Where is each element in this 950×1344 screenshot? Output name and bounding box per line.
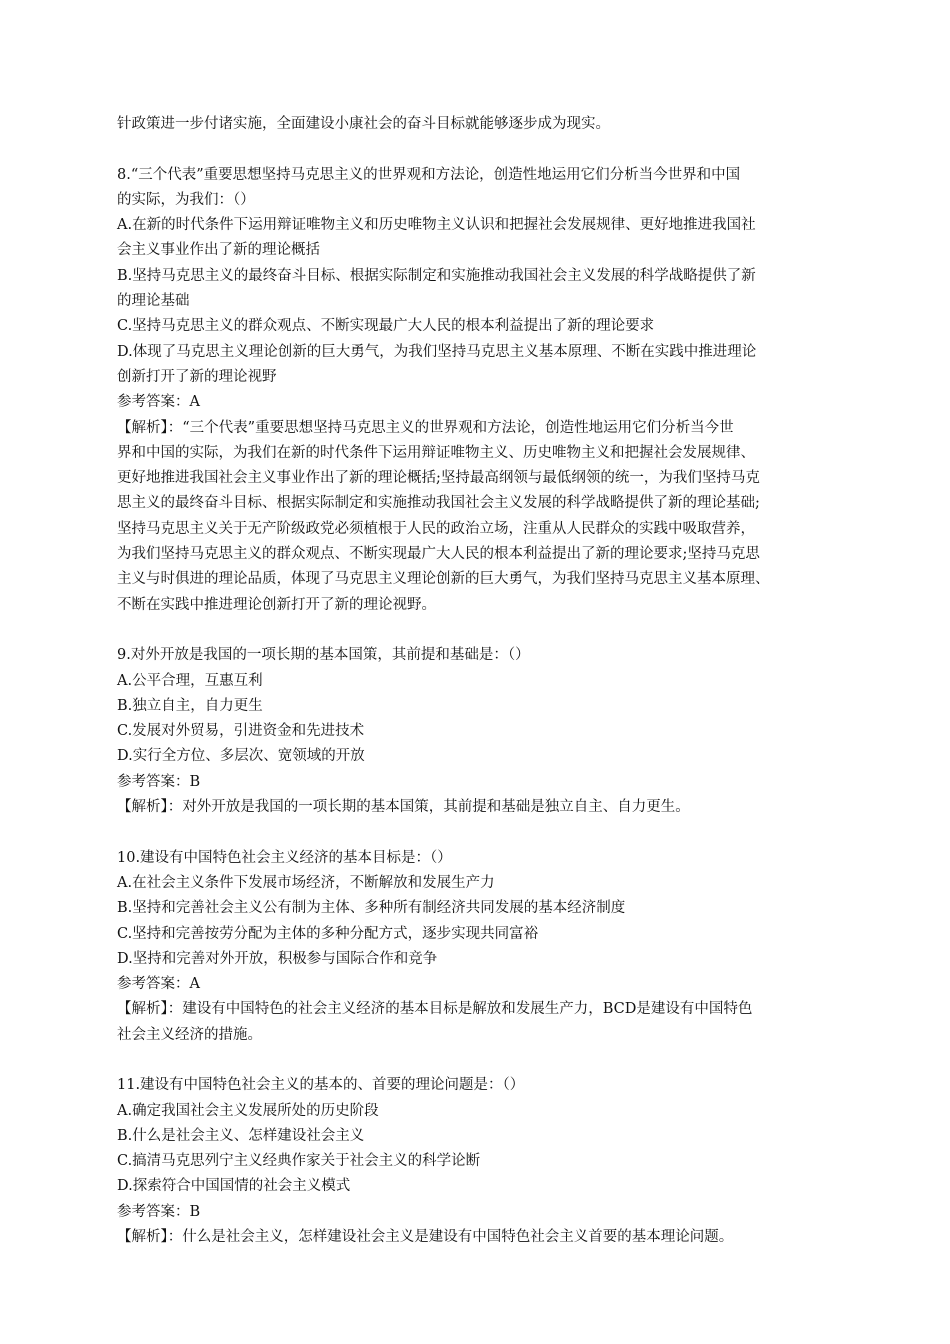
analysis-line: 更好地推进我国社会主义事业作出了新的理论概括;坚持最高纲领与最低纲领的统一，为我们坚持马克: [117, 470, 760, 487]
option-line: A.公平合理，互惠互利: [117, 672, 263, 689]
analysis-line: 【解析】：“三个代表”重要思想坚持马克思主义的世界观和方法论，创造性地运用它们分析当今世: [117, 419, 734, 436]
answer-line: 参考答案：A: [117, 394, 200, 411]
option-line: B.独立自主，自力更生: [117, 697, 263, 714]
option-line: 创新打开了新的理论视野: [117, 368, 277, 385]
analysis-line: 【解析】：建设有中国特色的社会主义经济的基本目标是解放和发展生产力，BCD是建设有中国特色: [117, 1001, 753, 1018]
document-page: [117, 112, 877, 1250]
option-line: 的理论基础: [117, 293, 190, 310]
analysis-line: 不断在实践中推进理论创新打开了新的理论视野。: [117, 596, 436, 613]
question-stem-line: 10.建设有中国特色社会主义经济的基本目标是：（）: [117, 849, 452, 866]
question-stem-line: 9.对外开放是我国的一项长期的基本国策，其前提和基础是：（）: [117, 647, 530, 664]
spacer: [117, 137, 877, 162]
analysis-line: 社会主义经济的措施。: [117, 1026, 262, 1043]
question-stem-line: 11.建设有中国特色社会主义的基本的、首要的理论问题是：（）: [117, 1077, 525, 1094]
question-11: [117, 1073, 877, 1250]
spacer: [117, 1048, 877, 1073]
spacer: [117, 820, 877, 845]
question-9: [117, 643, 877, 820]
option-line: C.坚持马克思主义的群众观点、不断实现最广大人民的根本利益提出了新的理论要求: [117, 318, 655, 335]
option-line: B.什么是社会主义、怎样建设社会主义: [117, 1127, 365, 1144]
answer-line: 参考答案：A: [117, 976, 200, 993]
option-line: D.探索符合中国国情的社会主义模式: [117, 1178, 351, 1195]
question-stem-line: 的实际，为我们：（）: [117, 191, 255, 208]
analysis-line: 思主义的最终奋斗目标、根据实际制定和实施推动我国社会主义发展的科学战略提供了新的理论基础;: [117, 495, 760, 512]
option-line: D.体现了马克思主义理论创新的巨大勇气，为我们坚持马克思主义基本原理、不断在实践中推进理论: [117, 343, 757, 360]
option-line: A.在新的时代条件下运用辩证唯物主义和历史唯物主义认识和把握社会发展规律、更好地推进我国社: [117, 217, 756, 234]
analysis-line: 坚持马克思主义关于无产阶级政党必须植根于人民的政治立场，注重从人民群众的实践中吸取营养，: [117, 520, 755, 537]
option-line: D.坚持和完善对外开放，积极参与国际合作和竞争: [117, 950, 438, 967]
analysis-line: 【解析】：对外开放是我国的一项长期的基本国策，其前提和基础是独立自主、自力更生。: [117, 799, 690, 816]
option-line: B.坚持和完善社会主义公有制为主体、多种所有制经济共同发展的基本经济制度: [117, 900, 626, 917]
answer-line: 参考答案：B: [117, 1203, 201, 1220]
answer-line: 参考答案：B: [117, 773, 201, 790]
analysis-line: 为我们坚持马克思主义的群众观点、不断实现最广大人民的根本利益提出了新的理论要求;坚持马克思: [117, 546, 760, 563]
option-line: A.在社会主义条件下发展市场经济，不断解放和发展生产力: [117, 874, 495, 891]
option-line: C.发展对外贸易，引进资金和先进技术: [117, 723, 365, 740]
option-line: A.确定我国社会主义发展所处的历史阶段: [117, 1102, 379, 1119]
analysis-line: 【解析】：什么是社会主义，怎样建设社会主义是建设有中国特色社会主义首要的基本理论问题。: [117, 1229, 734, 1246]
option-line: D.实行全方位、多层次、宽领域的开放: [117, 748, 365, 765]
spacer: [117, 618, 877, 643]
question-10: [117, 846, 877, 1048]
option-line: C.坚持和完善按劳分配为主体的多种分配方式，逐步实现共同富裕: [117, 925, 539, 942]
option-line: 会主义事业作出了新的理论概括: [117, 242, 320, 259]
analysis-line: 主义与时俱进的理论品质，体现了马克思主义理论创新的巨大勇气，为我们坚持马克思主义基本原理、: [117, 571, 770, 588]
option-line: B.坚持马克思主义的最终奋斗目标、根据实际制定和实施推动我国社会主义发展的科学战略提供了新: [117, 267, 756, 284]
question-stem-line: 8.“三个代表”重要思想坚持马克思主义的世界观和方法论，创造性地运用它们分析当今世界和中国: [117, 166, 741, 183]
analysis-line: 界和中国的实际，为我们在新的时代条件下运用辩证唯物主义、历史唯物主义和把握社会发展规律、: [117, 444, 755, 461]
question-8: [117, 163, 877, 618]
intro-continuation-text: 针政策进一步付诸实施，全面建设小康社会的奋斗目标就能够逐步成为现实。: [117, 116, 610, 132]
option-line: C.搞清马克思列宁主义经典作家关于社会主义的科学论断: [117, 1153, 481, 1170]
